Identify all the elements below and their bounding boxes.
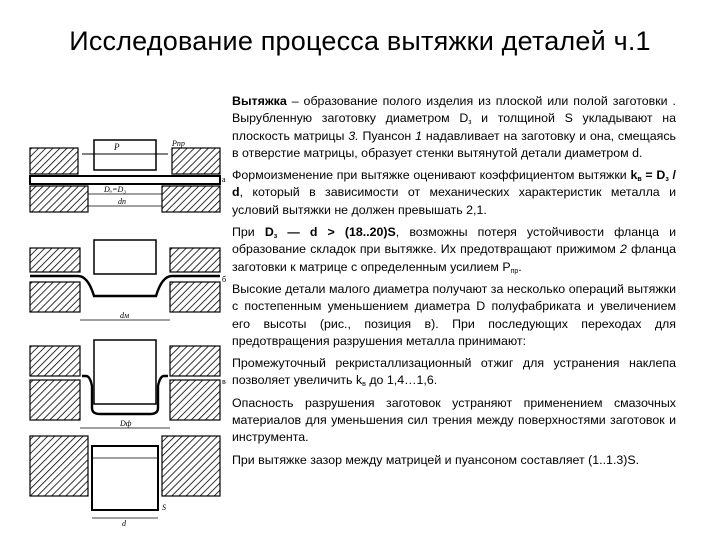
stage-a [30, 139, 226, 212]
paragraph-7: При вытяжке зазор между матрицей и пуансоном составляет (1..1.3)S. [232, 452, 640, 467]
p1-text-1: – образование полого изделия из плоской или полой заготовки . Вырубленную заготовку диаметром D [232, 94, 676, 126]
p3-psub: пр [510, 267, 519, 275]
label-s: S [162, 503, 166, 512]
stage-c [30, 340, 226, 526]
p1-text-4: надавливает на заготовку и она, смещаясь в отверстие матрицы, образует стенки вытянутой детали диаметром d. [232, 128, 676, 160]
stage-b [30, 240, 226, 320]
label-d0: Dₒ=D₃ [104, 185, 127, 194]
p2-eq: = D [641, 168, 666, 183]
label-b: б [222, 275, 227, 284]
paragraph-4: Высокие детали малого диаметра получают за несколько операций вытяжки с постепенным уменьшением диаметра D полуфабриката и увеличением его высоты (рис., позиция в). При последующих переходах для предотвращения разрушения металла принимают: [232, 281, 676, 348]
label-p-pr: Pпр [172, 139, 185, 148]
p5-text-2: до 1,4…1,6. [365, 373, 438, 388]
label-dm: dм [120, 311, 130, 320]
p5-sub: в [362, 381, 366, 389]
p1-text-3: Пуансон [358, 128, 416, 143]
p2-text-2: , который в зависимости от механических характеристик металла и условий вытяжки не должен превышать 2,1. [232, 185, 676, 217]
p5-text-1: Промежуточный рекристаллизационный отжиг для устранения наклепа позволяет увеличить k [232, 356, 676, 388]
deep-drawing-diagram [22, 136, 228, 526]
p2-ksub: в [637, 176, 642, 184]
label-d: d [122, 519, 126, 526]
label-p: P [114, 142, 120, 152]
p2-k: k [630, 168, 638, 183]
p1-num-3: 3. [348, 128, 359, 143]
p3-cond: — d > (18..20)S [277, 225, 396, 240]
paragraph-5 [232, 355, 676, 390]
page-title: Исследование процесса вытяжки деталей ч.1 [69, 26, 651, 56]
paragraph-1 [232, 93, 676, 162]
label-a: а [222, 175, 226, 184]
label-v: в [222, 377, 226, 386]
p3-d: D [264, 225, 274, 240]
body-text [232, 93, 676, 474]
paragraph-2 [232, 167, 676, 219]
p3-text-2: фланца заготовки к матрице с определенным усилием P [232, 242, 676, 274]
p3-text-3: . [518, 259, 522, 274]
p3-dsub: з [273, 233, 278, 241]
p3-num-2: 2 [620, 242, 627, 257]
p2-text-1: Формоизменение при вытяжке оценивают коэффициентом вытяжки [232, 168, 631, 183]
p1-sub: з [468, 119, 472, 127]
label-dp: dп [118, 197, 126, 206]
paragraph-6: Опасность разрушения заготовок устраняют применением смазочных материалов для уменьшения сил трения между поверхностями заготовок и инструмента. [232, 395, 676, 445]
p1-text-2: и толщиной S укладывают на плоскость матрицы [232, 111, 676, 143]
p2-div: / d [232, 168, 676, 200]
p3-text-1: , возможны потеря устойчивости фланца и образование складок при вытяжке. Их предотвращают прижимом [232, 225, 676, 257]
p3-text-0: При [232, 225, 265, 240]
p1-num-1: 1 [415, 128, 423, 143]
paragraph-3 [232, 224, 676, 276]
p2-dsub: з [665, 176, 669, 184]
label-df: Dф [120, 419, 132, 428]
term-drawing: Вытяжка [232, 94, 287, 108]
